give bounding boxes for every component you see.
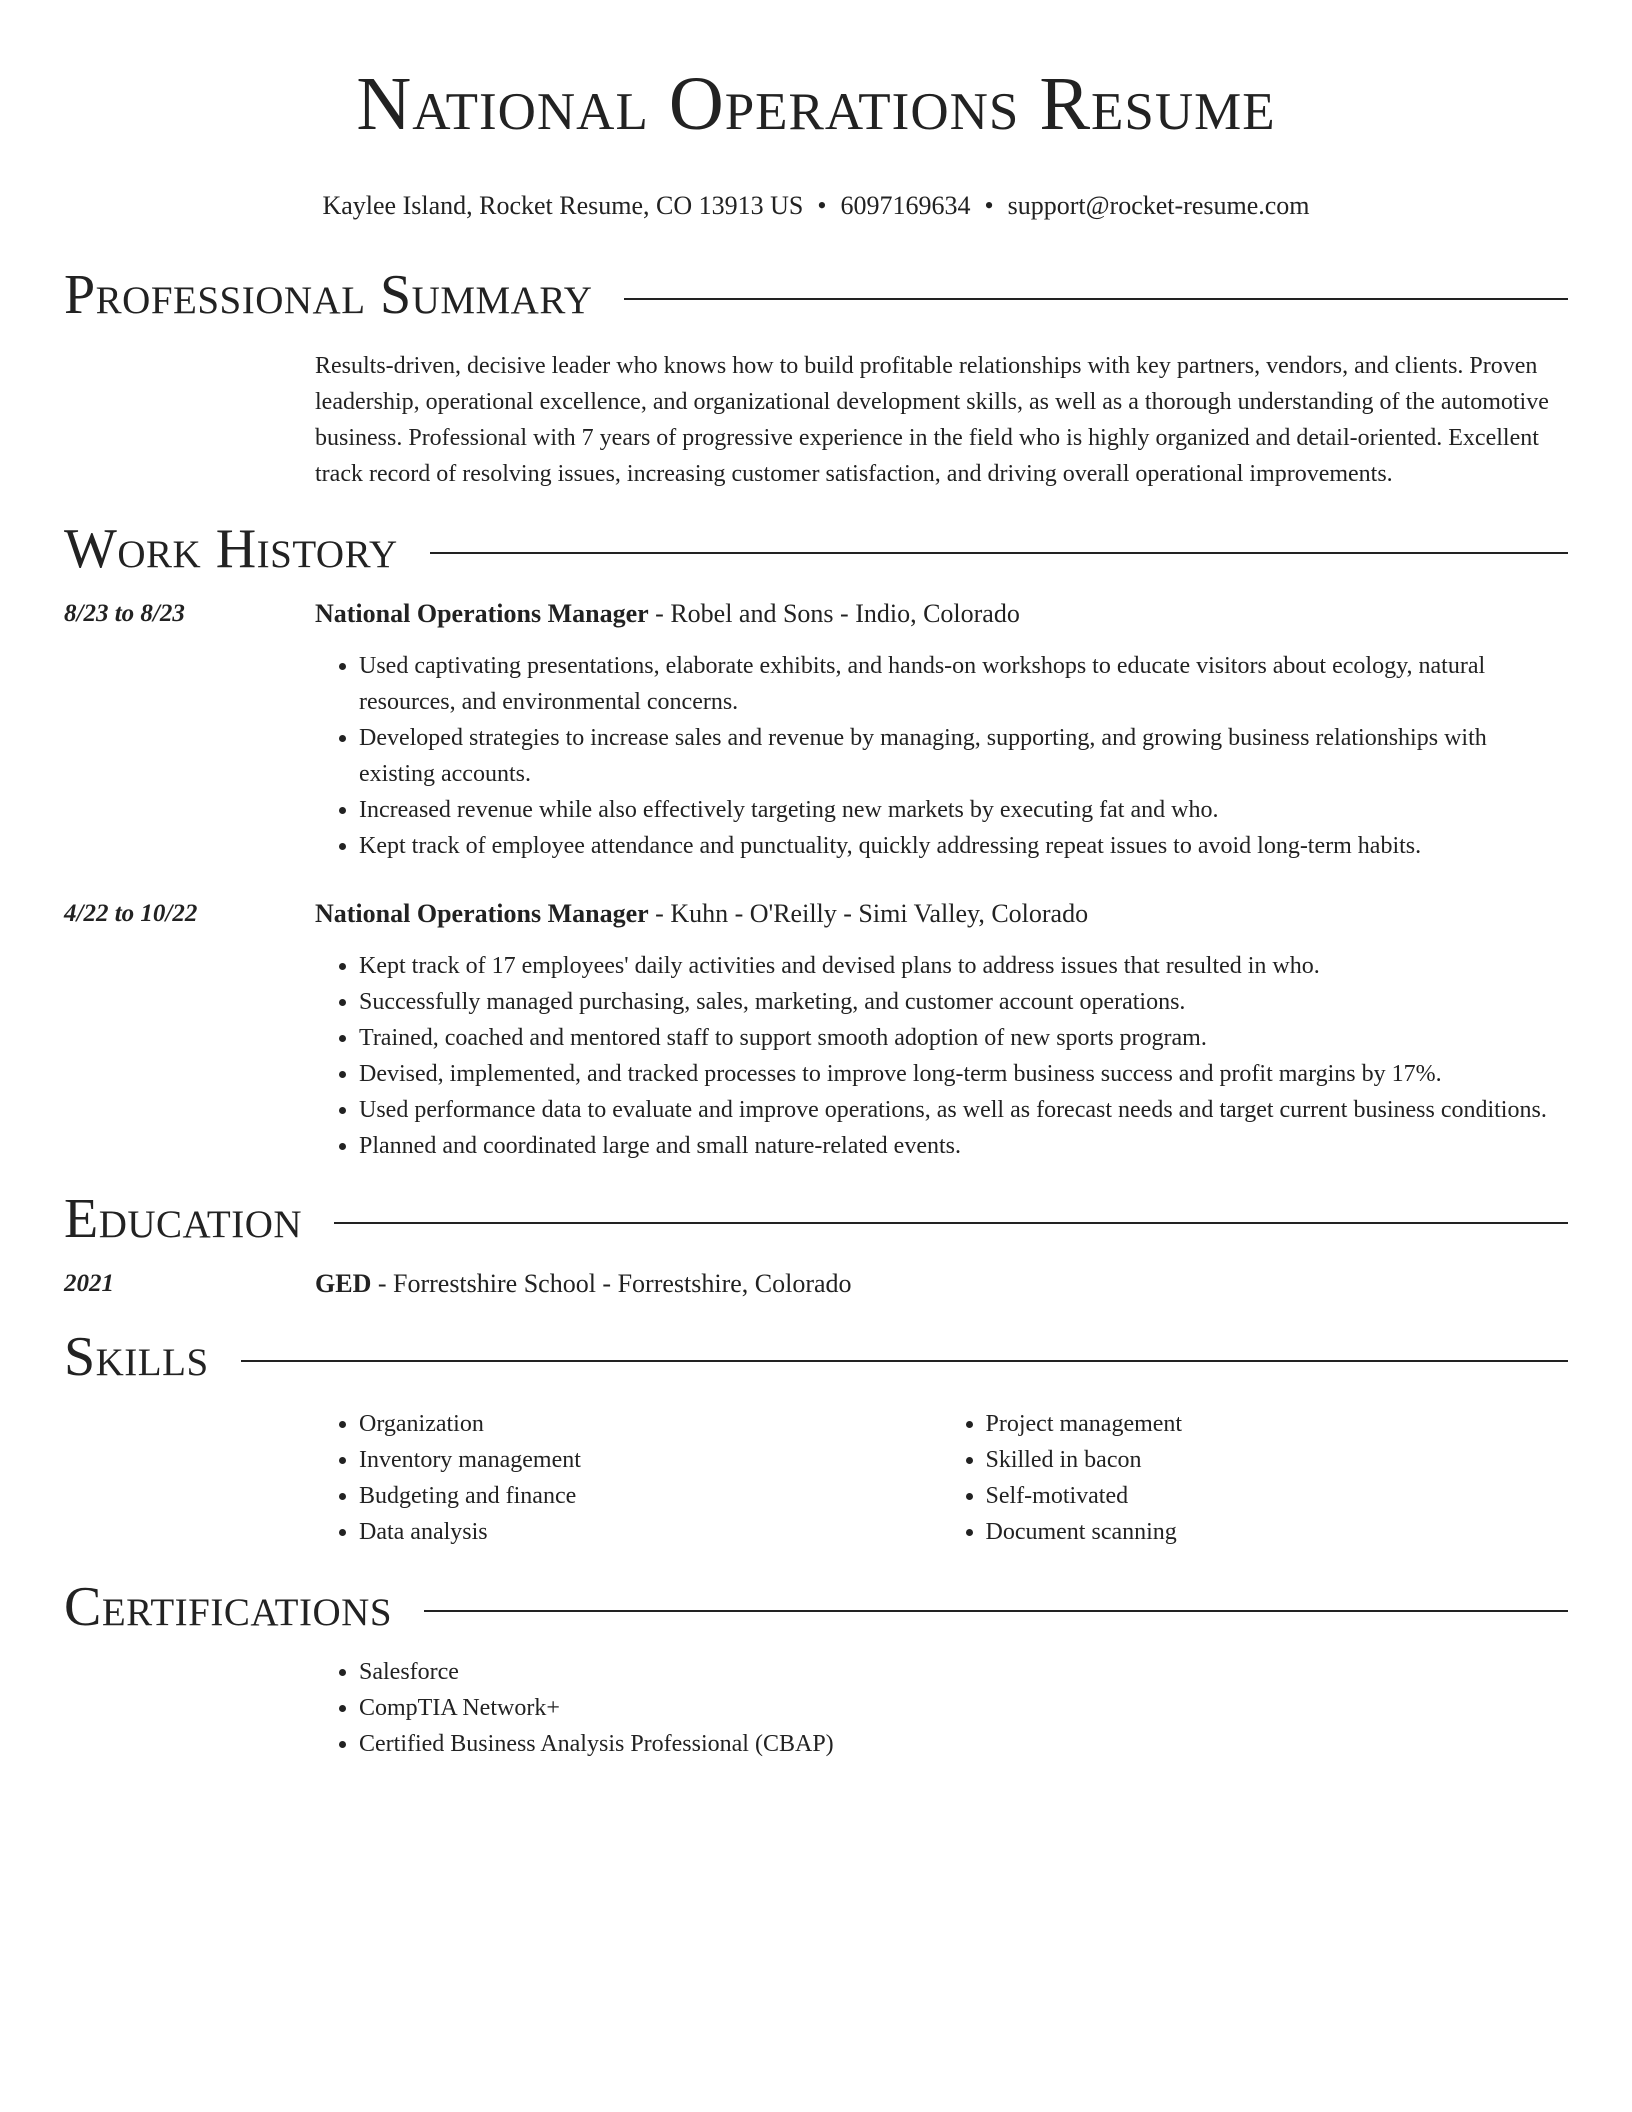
contact-phone: 6097169634 — [840, 191, 971, 220]
certification-item: • CompTIA Network+ — [359, 1690, 1568, 1726]
contact-address: Kaylee Island, Rocket Resume, CO 13913 US — [322, 191, 804, 220]
certifications-block — [315, 1654, 1568, 1762]
list-item: • Used performance data to evaluate and improve operations, as well as forecast needs and target current business conditions. — [359, 1092, 1568, 1128]
skill-item: • Budgeting and finance — [359, 1478, 942, 1514]
section-title-skills: Skills — [64, 1326, 209, 1388]
job-bullets — [315, 948, 1568, 1164]
section-divider — [624, 298, 1568, 300]
skill-item: • Organization — [359, 1406, 942, 1442]
skill-item: • Project management — [986, 1406, 1569, 1442]
list-item: • Kept track of 17 employees' daily activities and devised plans to address issues that resulted in who. — [359, 948, 1568, 984]
section-title-summary: Professional Summary — [64, 264, 593, 326]
job-role: National Operations Manager — [315, 599, 649, 628]
skill-item: • Self-motivated — [986, 1478, 1569, 1514]
job-role: National Operations Manager — [315, 899, 649, 928]
certification-item: • Certified Business Analysis Professional (CBAP) — [359, 1726, 1568, 1762]
job-entry — [64, 596, 1568, 864]
certifications-list — [315, 1654, 1568, 1762]
skills-list-right — [942, 1406, 1569, 1550]
list-item: • Developed strategies to increase sales and revenue by managing, supporting, and growing business relationships with existing accounts. — [359, 720, 1568, 792]
contact-separator: • — [817, 191, 827, 220]
summary-section-header — [64, 260, 1568, 330]
certification-item: • Salesforce — [359, 1654, 1568, 1690]
list-item: • Trained, coached and mentored staff to support smooth adoption of new sports program. — [359, 1020, 1568, 1056]
section-divider — [241, 1360, 1568, 1362]
section-divider — [430, 552, 1568, 554]
section-title-work-history: Work History — [64, 518, 398, 580]
list-item: • Kept track of employee attendance and punctuality, quickly addressing repeat issues to avoid long-term habits. — [359, 828, 1568, 864]
skills-columns — [315, 1406, 1568, 1550]
job-heading — [315, 896, 1568, 932]
job-company-location: - Robel and Sons - Indio, Colorado — [648, 599, 1020, 628]
skills-list-left — [315, 1406, 942, 1550]
work-section-header — [64, 514, 1568, 584]
contact-line — [64, 190, 1568, 222]
contact-separator: • — [984, 191, 994, 220]
list-item: • Successfully managed purchasing, sales, marketing, and customer account operations. — [359, 984, 1568, 1020]
education-heading — [315, 1266, 1568, 1302]
job-dates: 4/22 to 10/22 — [64, 900, 198, 927]
summary-text: Results-driven, decisive leader who knows how to build profitable relationships with key partners, vendors, and clients. Proven leadership, operational excellence, and organizational development skills, as well as a thorough understanding of the automotive business. Professional with 7 years of progressive experience in the field who is highly organized and detail-oriented. Excellent track record of resolving issues, increasing customer satisfaction, and driving overall operational improvements. — [315, 353, 1549, 487]
skill-item: • Document scanning — [986, 1514, 1569, 1550]
list-item: • Used captivating presentations, elaborate exhibits, and hands-on workshops to educate visitors about ecology, natural resources, and environmental concerns. — [359, 648, 1568, 720]
section-title-education: Education — [64, 1188, 303, 1250]
section-divider — [334, 1222, 1568, 1224]
job-dates: 8/23 to 8/23 — [64, 600, 185, 627]
resume-name-title: National Operations Resume — [356, 62, 1276, 146]
job-body — [315, 596, 1568, 864]
job-company-location: - Kuhn - O'Reilly - Simi Valley, Colorado — [648, 899, 1089, 928]
education-degree: GED — [315, 1269, 372, 1298]
education-year: 2021 — [64, 1270, 114, 1297]
education-body — [315, 1266, 1568, 1302]
education-entry — [64, 1266, 1568, 1302]
education-section-header — [64, 1184, 1568, 1254]
education-school-location: - Forrestshire School - Forrestshire, Colorado — [371, 1269, 852, 1298]
job-body — [315, 896, 1568, 1164]
list-item: • Increased revenue while also effectively targeting new markets by executing fat and who. — [359, 792, 1568, 828]
section-divider — [424, 1610, 1568, 1612]
job-heading — [315, 596, 1568, 632]
certifications-section-header — [64, 1572, 1568, 1642]
skill-item: • Skilled in bacon — [986, 1442, 1569, 1478]
skills-section-header — [64, 1322, 1568, 1392]
contact-email: support@rocket-resume.com — [1007, 191, 1310, 220]
list-item: • Planned and coordinated large and small nature-related events. — [359, 1128, 1568, 1164]
job-bullets — [315, 648, 1568, 864]
skill-item: • Data analysis — [359, 1514, 942, 1550]
list-item: • Devised, implemented, and tracked processes to improve long-term business success and profit margins by 17%. — [359, 1056, 1568, 1092]
job-entry — [64, 896, 1568, 1164]
section-title-certifications: Certifications — [64, 1576, 393, 1638]
skill-item: • Inventory management — [359, 1442, 942, 1478]
